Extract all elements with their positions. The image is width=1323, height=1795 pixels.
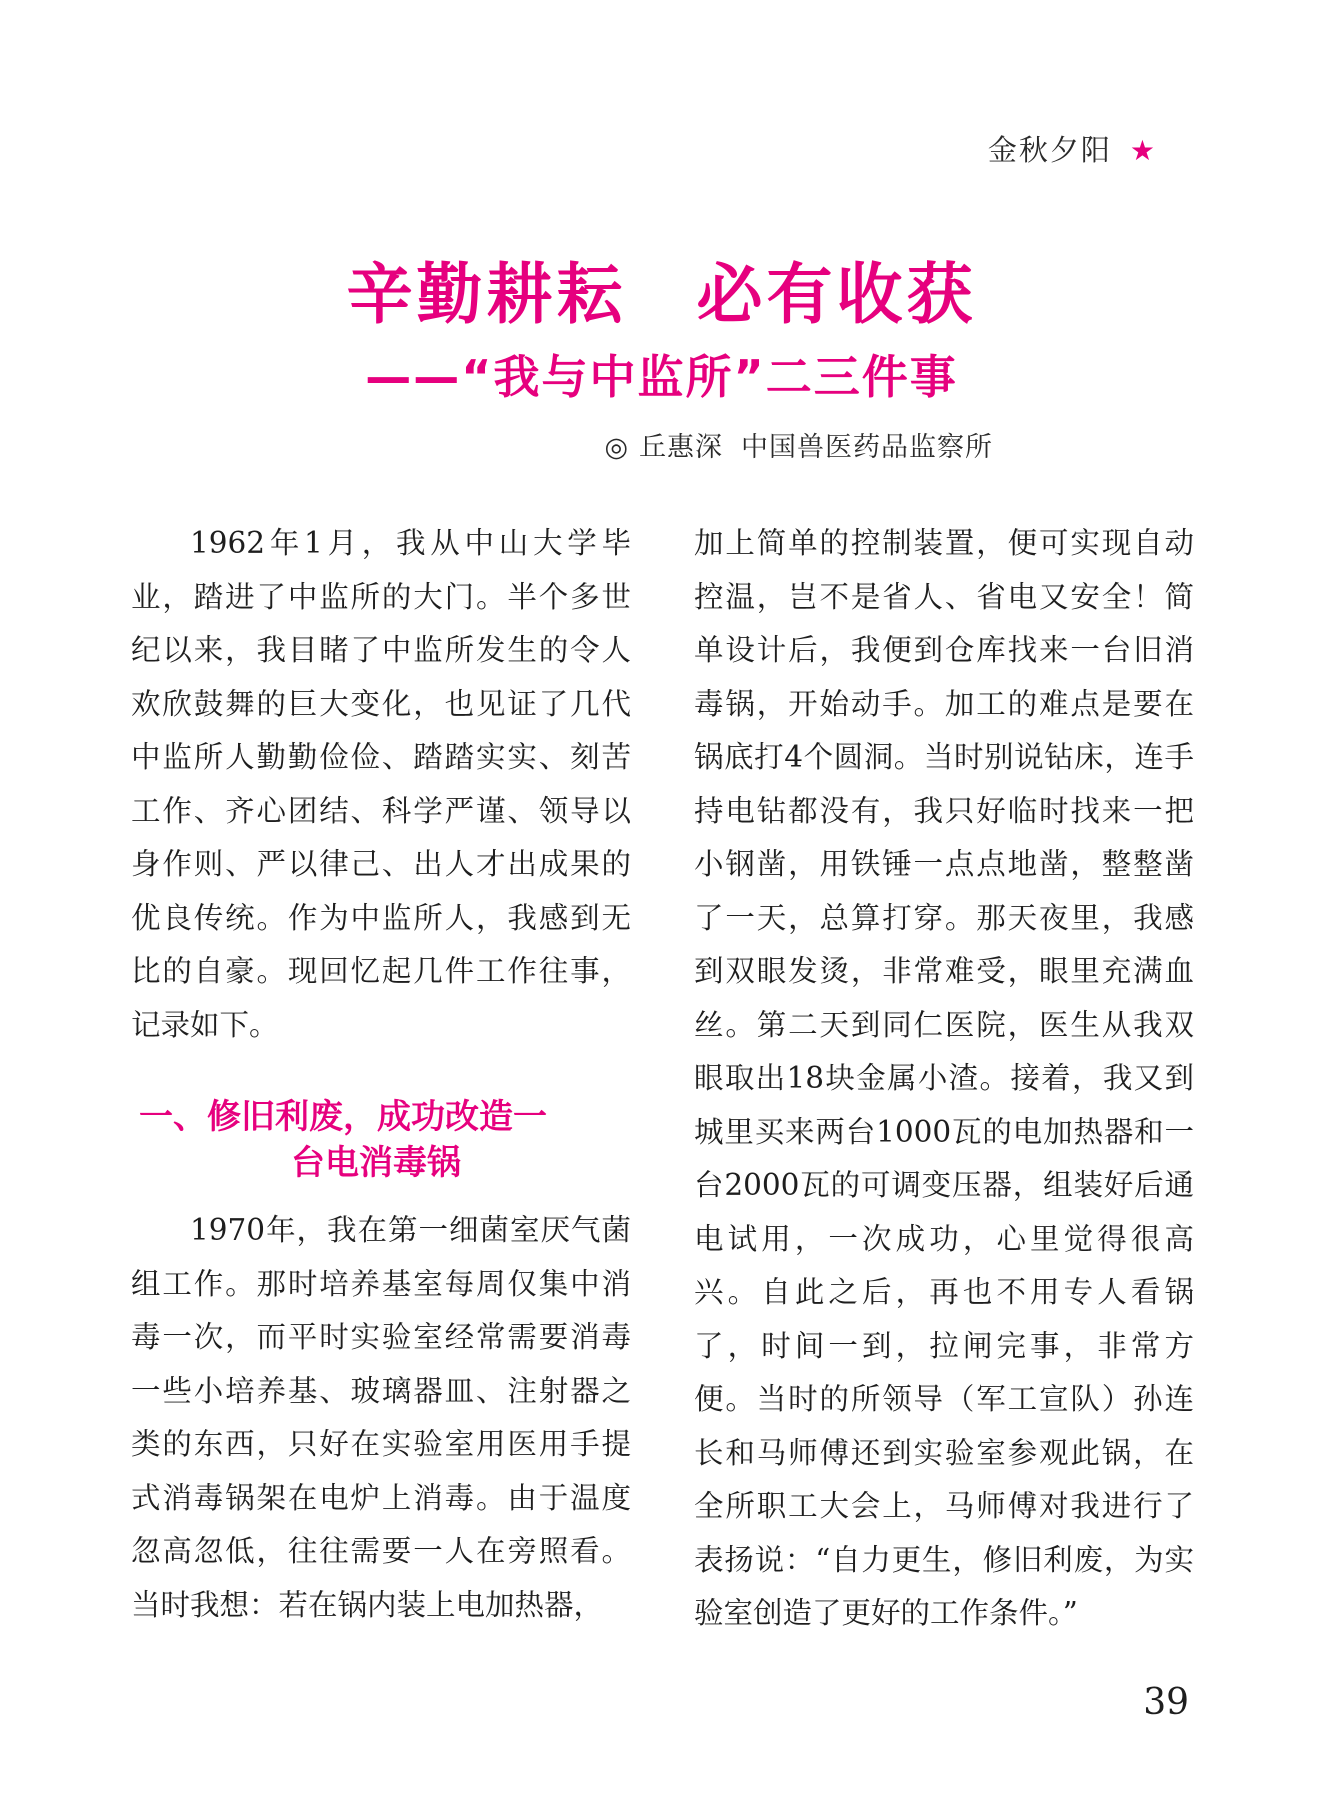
section-heading <box>139 1094 631 1186</box>
section-heading-line2: 台电消毒锅 <box>291 1143 461 1183</box>
author-name: 丘惠深 <box>639 432 723 463</box>
byline-mark-icon: ◎ <box>604 432 629 463</box>
section-paragraph: 1970年，我在第一细菌室厌气菌组工作。那时培养基室每周仅集中消毒一次，而平时实验室经常需要消毒一些小培养基、玻璃器皿、注射器之类的东西，只好在实验室用医用手提式消毒锅架在电炉上消毒。由于温度忽高忽低，往往需要一人在旁照看。当时我想：若在锅内装上电加热器， <box>131 1213 631 1622</box>
intro-paragraph: 1962年1月，我从中山大学毕业，踏进了中监所的大门。半个多世纪以来，我目睹了中监所发生的令人欢欣鼓舞的巨大变化，也见证了几代中监所人勤勤俭俭、踏踏实实、刻苦工作、齐心团结、科学严谨、领导以身作则、严以律己、出人才出成果的优良传统。作为中监所人，我感到无比的自豪。现回忆起几件工作往事，记录如下。 <box>131 526 631 1042</box>
column-header <box>988 128 1157 169</box>
section-heading-line1: 一、修旧利废，成功改造一 <box>139 1097 547 1137</box>
article-title: 辛勤耕耘 必有收获 <box>346 255 977 333</box>
page-number: 39 <box>1143 1682 1189 1723</box>
left-column <box>131 517 631 1632</box>
author-affiliation: 中国兽医药品监察所 <box>741 432 993 463</box>
byline <box>604 425 993 464</box>
continued-paragraph: 加上简单的控制装置，便可实现自动控温，岂不是省人、省电又安全！简单设计后，我便到仓库找来一台旧消毒锅，开始动手。加工的难点是要在锅底打4个圆洞。当时别说钻床，连手持电钻都没有，我只好临时找来一把小钢凿，用铁锤一点点地凿，整整凿了一天，总算打穿。那天夜里，我感到双眼发烫，非常难受，眼里充满血丝。第二天到同仁医院，医生从我双眼取出18块金属小渣。接着，我又到城里买来两台1000瓦的电加热器和一台2000瓦的可调变压器，组装好后通电试用，一次成功，心里觉得很高兴。自此之后，再也不用专人看锅了，时间一到，拉闸完事，非常方便。当时的所领导（军工宣队）孙连长和马师傅还到实验室参观此锅，在全所职工大会上，马师傅对我进行了表扬说：“自力更生，修旧利废，为实验室创造了更好的工作条件。” <box>694 526 1194 1630</box>
article-subtitle: ——“我与中监所”二三件事 <box>365 350 958 404</box>
column-name: 金秋夕阳 <box>987 133 1112 167</box>
star-icon: ★ <box>1129 134 1157 167</box>
right-column <box>694 517 1194 1641</box>
